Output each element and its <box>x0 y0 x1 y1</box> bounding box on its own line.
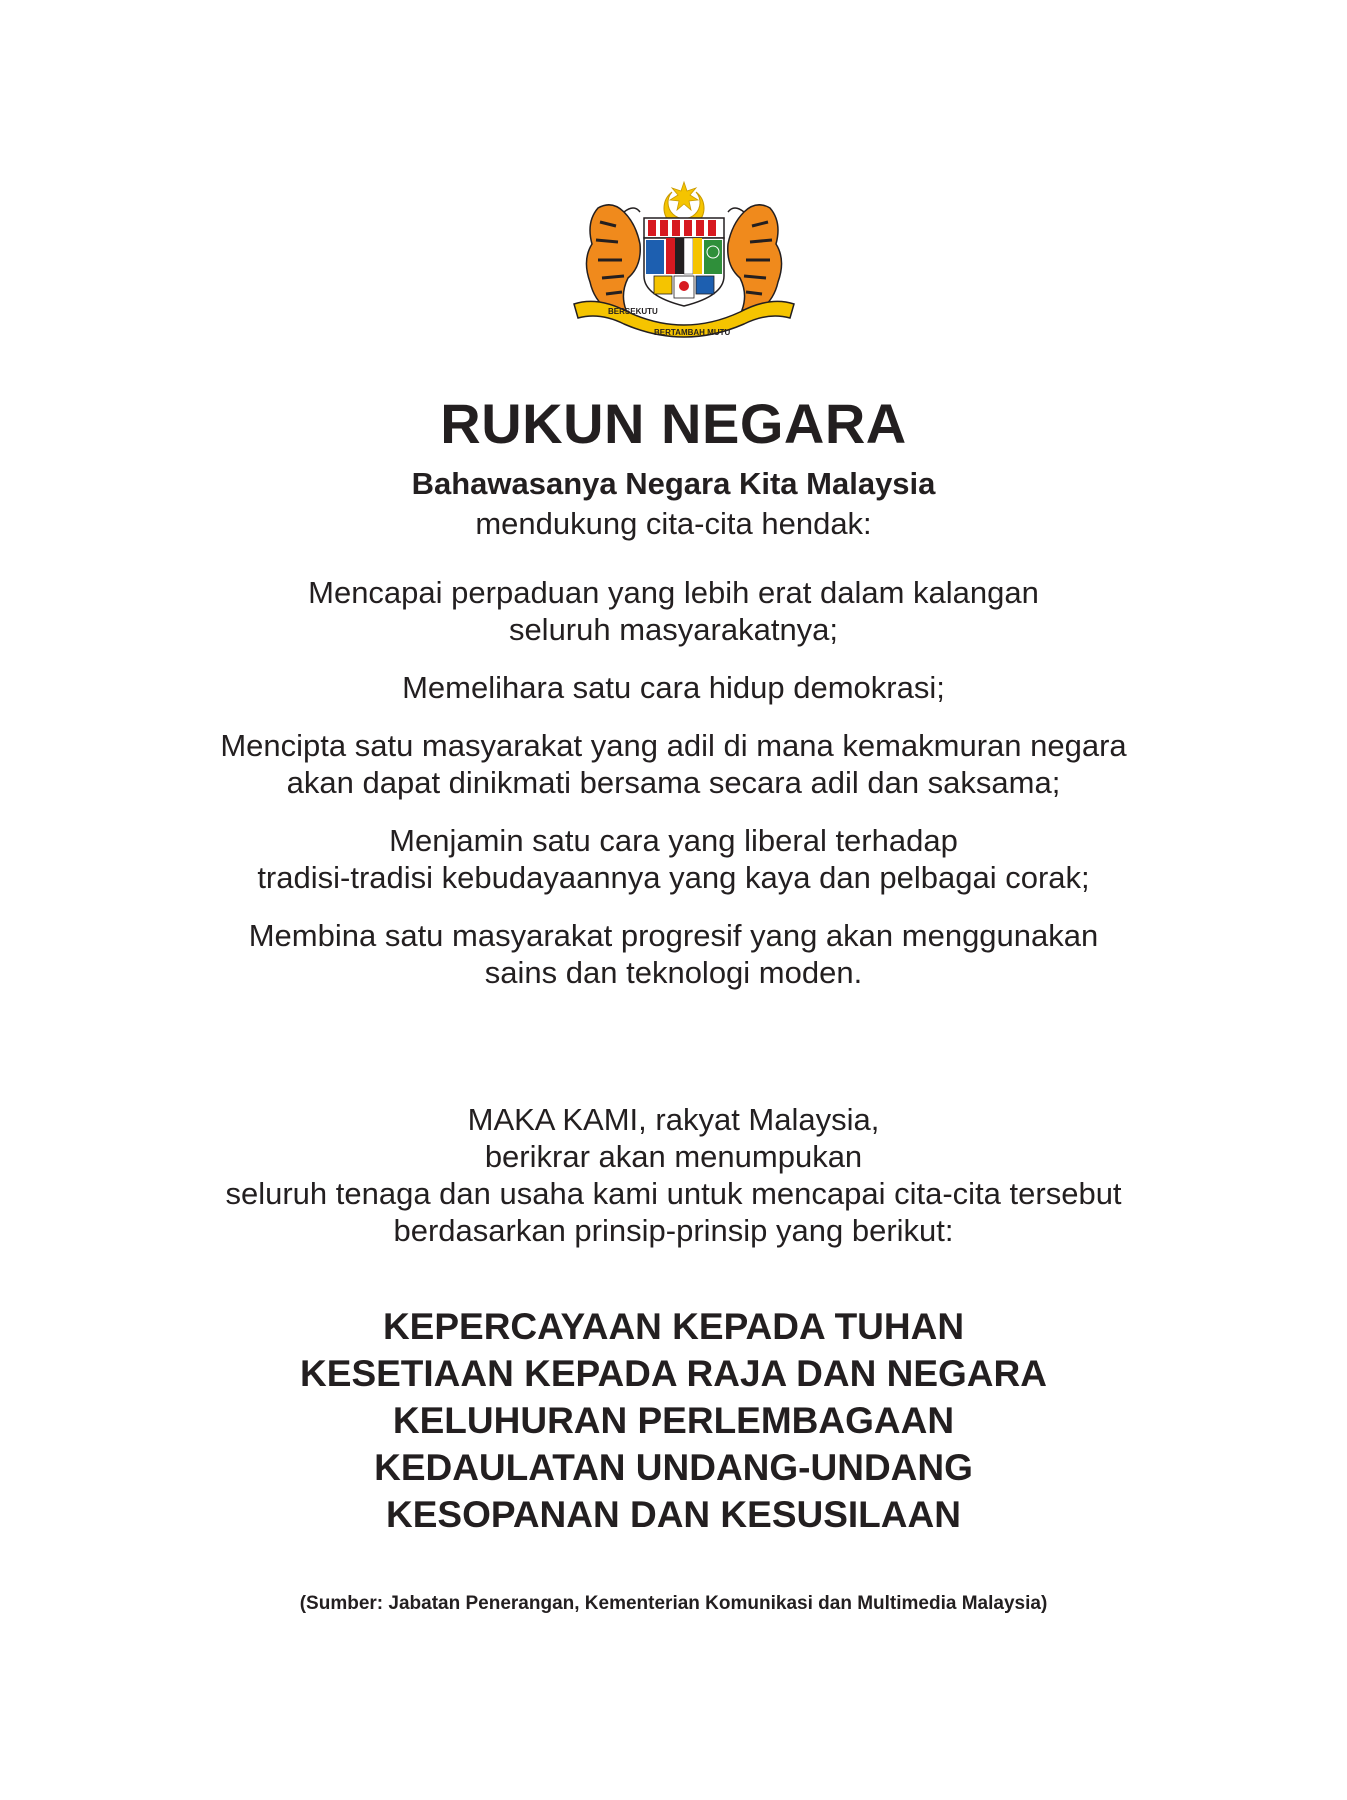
motto-left-text: BERSEKUTU <box>608 307 658 316</box>
principle-item: KELUHURAN PERLEMBAGAAN <box>392 1400 955 1441</box>
principle-item: KEDAULATAN UNDANG-UNDANG <box>374 1447 973 1488</box>
coat-of-arms-logo <box>568 178 800 348</box>
aim-line: Memelihara satu cara hidup demokrasi; <box>402 670 945 705</box>
aim-item <box>0 669 1347 706</box>
aim-line: Membina satu masyarakat progresif yang akan menggunakan <box>248 918 1099 953</box>
coat-of-arms-graphic <box>568 178 800 348</box>
page-title: RUKUN NEGARA <box>440 392 907 455</box>
aim-item <box>0 822 1347 896</box>
aim-item <box>0 917 1347 991</box>
aim-item <box>0 727 1347 801</box>
principle-item: KEPERCAYAAN KEPADA TUHAN <box>382 1306 965 1347</box>
source-note: (Sumber: Jabatan Penerangan, Kementerian Komunikasi dan Multimedia Malaysia) <box>299 1593 1048 1614</box>
pledge-line: berdasarkan prinsip-prinsip yang berikut: <box>393 1213 954 1248</box>
pledge-line: seluruh tenaga dan usaha kami untuk mencapai cita-cita tersebut <box>225 1176 1122 1211</box>
motto-center-text: BERTAMBAH MUTU <box>654 328 731 337</box>
aims-list <box>0 574 1347 1012</box>
aim-line: Menjamin satu cara yang liberal terhadap <box>389 823 958 858</box>
aim-line: seluruh masyarakatnya; <box>508 612 839 647</box>
aim-line: tradisi-tradisi kebudayaannya yang kaya dan pelbagai corak; <box>257 860 1090 895</box>
principle-item: KESETIAAN KEPADA RAJA DAN NEGARA <box>300 1353 1047 1394</box>
page-subtitle: Bahawasanya Negara Kita Malaysia <box>411 466 936 501</box>
aim-line: sains dan teknologi moden. <box>484 955 863 990</box>
aim-line: akan dapat dinikmati bersama secara adil dan saksama; <box>286 765 1061 800</box>
principles-list <box>0 1303 1347 1538</box>
aim-item <box>0 574 1347 648</box>
aim-line: Mencipta satu masyarakat yang adil di mana kemakmuran negara <box>220 728 1127 763</box>
pledge-line: MAKA KAMI, rakyat Malaysia, <box>467 1102 880 1137</box>
pledge-paragraph <box>0 1101 1347 1249</box>
aim-line: Mencapai perpaduan yang lebih erat dalam kalangan <box>308 575 1039 610</box>
intro-text: mendukung cita-cita hendak: <box>475 506 872 541</box>
principle-item: KESOPANAN DAN KESUSILAAN <box>386 1494 961 1535</box>
pledge-line: berikrar akan menumpukan <box>484 1139 863 1174</box>
